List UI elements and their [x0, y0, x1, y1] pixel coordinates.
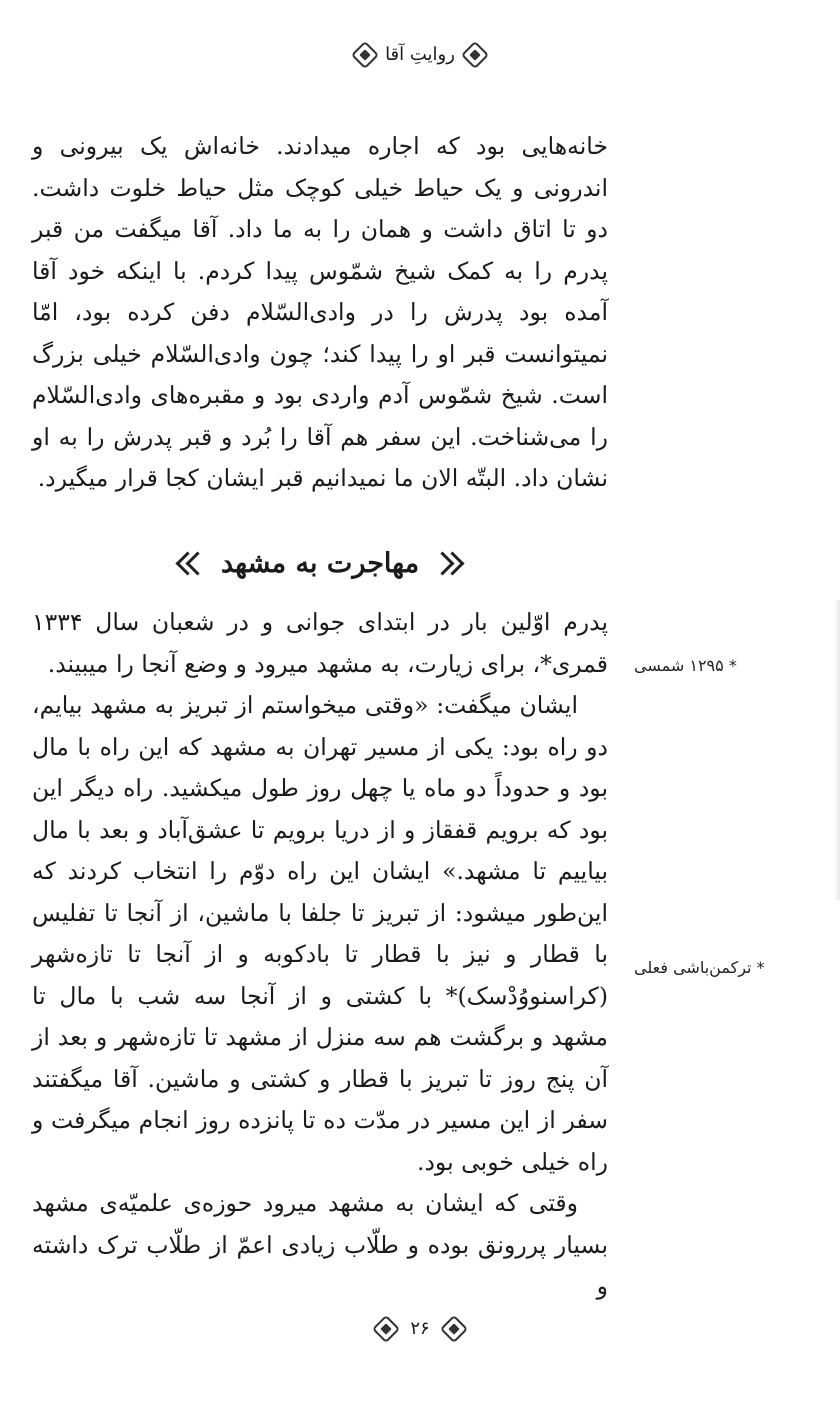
paragraph: ایشان میگفت: «وقتی میخواستم از تبریز به مشهد بیایم، دو راه بود: یکی از مسیر تهران به مشهد که این راه با مال بود و حدوداً دو ماه یا چهل روز طول میکشید. راه دیگر این بود که برویم قفقاز و از دریا برویم تا عشق‌آباد و بعد با مال بیاییم تا مشهد.» ایشان این راه دوّم را انتخاب کردند که این‌طور میشود: از تبریز تا جلفا با ماشین، از آنجا تا تفلیس با قطار و نیز با قطار تا بادکوبه و از آنجا تا تازه‌شهر (کراسنووُدْسک)* با کشتی و از آنجا سه شب با مال تا مشهد و برگشت هم سه منزل از مشهد تا تازه‌شهر و بعد از آن پنج روز تا تبریز با قطار و کشتی و ماشین. آقا میگفتند سفر از این مسیر در مدّت ده تا پانزده روز انجام میگرفت و راه خیلی خوبی بود. [32, 691, 608, 1176]
margin-note: * ترکمن‌باشی فعلی [634, 958, 765, 977]
double-chevron-icon [177, 551, 207, 577]
body-text-top [32, 126, 608, 500]
page-footer [0, 1318, 840, 1339]
double-chevron-icon [433, 551, 463, 577]
ornament-icon [440, 1314, 468, 1342]
margin-note: * ۱۲۹۵ شمسی [634, 656, 737, 675]
running-head [0, 44, 840, 65]
body-text-bottom [32, 602, 608, 1308]
running-head-title: روایتِ آقا [385, 44, 455, 65]
paragraph: پدرم اوّلین بار در ابتدای جوانی و در شعبان سال ۱۳۳۴ قمری*، برای زیارت، به مشهد میرود و وضع آنجا را میبیند. [32, 608, 608, 678]
section-heading [32, 548, 608, 579]
ornament-icon [372, 1314, 400, 1342]
page-edge-shadow [834, 600, 840, 900]
ornament-icon [461, 40, 489, 68]
paragraph: وقتی که ایشان به مشهد میرود حوزه‌ی علمیّه‌ی مشهد بسیار پررونق بوده و طلّاب زیادی اعمّ از طلّاب ترک داشته و [32, 1189, 608, 1300]
section-heading-text: مهاجرت به مشهد [220, 548, 420, 579]
ornament-icon [351, 40, 379, 68]
paragraph: خانه‌هایی بود که اجاره میدادند. خانه‌اش یک بیرونی و اندرونی و یک حیاط خیلی کوچک مثل حیاط خلوت داشت. دو تا اتاق داشت و همان را به ما داد. آقا میگفت من قبر پدرم را به کمک شیخ شمّوس پیدا کردم. با اینکه خود آقا آمده بود پدرش را در وادی‌السّلام دفن کرده بود، امّا نمیتوانست قبر او را پیدا کند؛ چون وادی‌السّلام خیلی بزرگ است. شیخ شمّوس آدم واردی بود و مقبره‌های وادی‌السّلام را می‌شناخت. این سفر هم آقا را بُرد و قبر پدرش را به او نشان داد. البتّه الان ما نمیدانیم قبر ایشان کجا قرار میگیرد. [32, 132, 608, 492]
page-number: ۲۶ [410, 1318, 430, 1339]
